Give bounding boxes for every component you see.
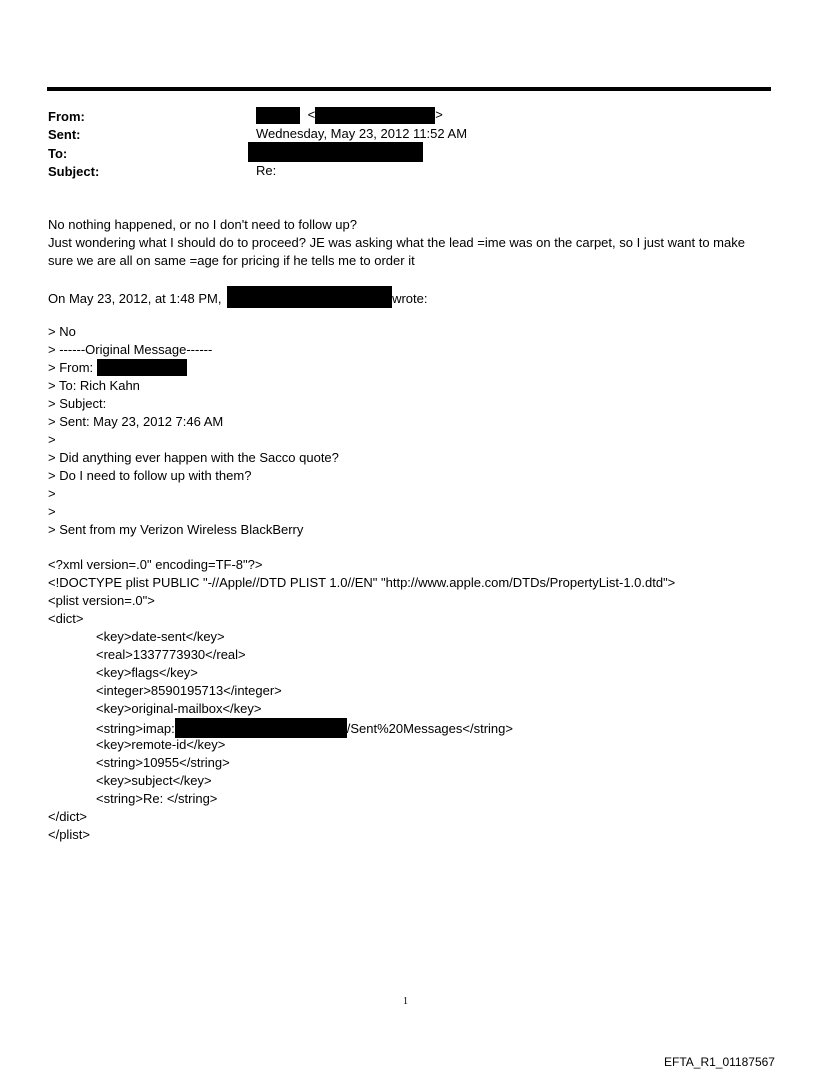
xml-line: <key>flags</key>	[96, 665, 198, 680]
redaction-box	[248, 142, 423, 162]
xml-line: <key>original-mailbox</key>	[96, 701, 262, 716]
quoted-line: >	[48, 504, 56, 519]
subject-value: Re:	[256, 163, 277, 178]
quoted-line: > ------Original Message------	[48, 342, 213, 357]
redaction-box	[256, 107, 300, 124]
body-line: No nothing happened, or no I don't need to follow up?	[48, 217, 357, 232]
xml-line: <?xml version=.0" encoding=TF-8"?>	[48, 557, 263, 572]
quoted-line: > Sent from my Verizon Wireless BlackBerry	[48, 522, 304, 537]
quoted-line: >	[48, 486, 56, 501]
subject-label: Subject:	[48, 164, 100, 179]
body-line: Just wondering what I should do to proceed? JE was asking what the lead =ime was on the carpet, so I just want to make	[48, 235, 745, 250]
from-lt: <	[307, 107, 316, 122]
to-value	[248, 142, 423, 162]
xml-plist-block	[48, 556, 788, 844]
xml-line: <string>10955</string>	[96, 755, 230, 770]
quoted-line: > No	[48, 324, 76, 339]
reply-attribution	[48, 286, 788, 304]
message-body	[48, 216, 788, 270]
xml-line: <plist version=.0">	[48, 593, 155, 608]
xml-line: <key>date-sent</key>	[96, 629, 225, 644]
quoted-line: > Did anything ever happen with the Sacco quote?	[48, 450, 339, 465]
from-gt: >	[435, 107, 443, 122]
attribution-suffix: wrote:	[392, 291, 428, 306]
quoted-line: > To: Rich Kahn	[48, 378, 140, 393]
imap-suffix: /Sent%20Messages</string>	[346, 721, 513, 736]
quoted-from-label: > From:	[48, 360, 94, 375]
from-label: From:	[48, 109, 85, 124]
quoted-line	[48, 359, 788, 377]
xml-line: </plist>	[48, 827, 90, 842]
imap-prefix: <string>imap:	[96, 721, 175, 736]
xml-line	[48, 718, 788, 736]
redaction-box	[97, 359, 187, 376]
quoted-message	[48, 323, 788, 539]
quoted-line: >	[48, 432, 56, 447]
xml-line: <dict>	[48, 611, 84, 626]
header-rule	[47, 87, 771, 91]
redaction-box	[315, 107, 435, 124]
quoted-line: > Sent: May 23, 2012 7:46 AM	[48, 414, 224, 429]
redaction-box	[175, 718, 347, 738]
page-number: 1	[403, 996, 408, 1007]
xml-line: <integer>8590195713</integer>	[96, 683, 282, 698]
quoted-line: > Do I need to follow up with them?	[48, 468, 252, 483]
xml-line: </dict>	[48, 809, 88, 824]
attribution-prefix: On May 23, 2012, at 1:48 PM,	[48, 291, 222, 306]
xml-line: <key>remote-id</key>	[96, 737, 226, 752]
quoted-line: > Subject:	[48, 396, 107, 411]
body-line: sure we are all on same =age for pricing if he tells me to order it	[48, 253, 415, 268]
redaction-box	[227, 286, 392, 308]
xml-line: <real>1337773930</real>	[96, 647, 246, 662]
from-value	[256, 107, 443, 124]
xml-line: <key>subject</key>	[96, 773, 212, 788]
xml-line: <!DOCTYPE plist PUBLIC "-//Apple//DTD PLIST 1.0//EN" "http://www.apple.com/DTDs/PropertyList-1.0.dtd">	[48, 575, 676, 590]
sent-label: Sent:	[48, 127, 81, 142]
xml-line: <string>Re: </string>	[96, 791, 218, 806]
to-label: To:	[48, 146, 68, 161]
sent-value: Wednesday, May 23, 2012 11:52 AM	[256, 126, 468, 141]
document-id: EFTA_R1_01187567	[664, 1055, 775, 1069]
